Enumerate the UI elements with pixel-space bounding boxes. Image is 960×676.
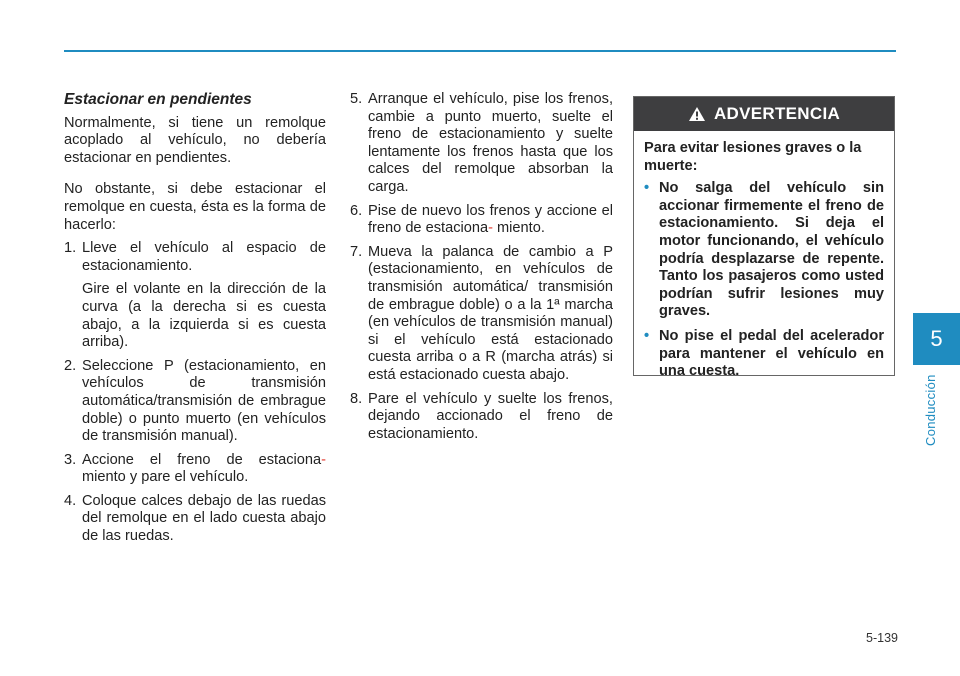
- section-title: Estacionar en pendientes: [64, 91, 252, 108]
- warning-header: [634, 97, 894, 131]
- step-number: 5.: [350, 91, 363, 107]
- step-item: [64, 493, 326, 546]
- warning-box: [633, 96, 895, 380]
- hyphen-mark: -: [488, 220, 493, 237]
- steps-list-left: [64, 240, 326, 546]
- lead-paragraph: No obstante, si debe estacionar el remolque en cuesta, ésta es la forma de hacerlo:: [64, 181, 326, 233]
- middle-column: [350, 91, 613, 449]
- step-text-part: Pise de nuevo los frenos y accione el freno de estaciona: [368, 202, 613, 237]
- step-item: [64, 240, 326, 352]
- warning-item: [644, 180, 884, 321]
- step-number: 4.: [64, 492, 77, 509]
- step-item: [350, 203, 613, 238]
- step-text: Arranque el vehículo, pise los frenos, cambie a punto muerto, suelte el freno de estacionamiento y suelte lentamente los frenos hasta que los calces del remolque absorban la carga.: [368, 91, 613, 195]
- left-column: [64, 91, 326, 552]
- step-number: 7.: [350, 243, 363, 260]
- header-rule: [64, 50, 896, 52]
- step-number: 8.: [350, 390, 363, 407]
- steps-list-middle: [350, 91, 613, 443]
- bullet-icon: •: [644, 180, 650, 197]
- hyphen-mark: -: [321, 451, 326, 468]
- bullet-icon: •: [644, 327, 650, 344]
- step-item: [350, 244, 613, 385]
- step-text-part: miento y pare el vehículo.: [82, 469, 249, 486]
- step-subtext: Gire el volante en la dirección de la curva (a la derecha si es cuesta abajo, a la izquierda si es cuesta arriba).: [82, 281, 326, 351]
- warning-item-text: No pise el pedal del acelerador para mantener el vehículo en una cuesta.: [659, 327, 884, 380]
- step-item: [64, 452, 326, 487]
- warning-intro: Para evitar lesiones graves o la muerte:: [644, 140, 862, 174]
- warning-triangle-icon: [688, 106, 706, 122]
- warning-list: [644, 180, 884, 381]
- chapter-tab: 5: [913, 313, 960, 365]
- warning-item: [644, 328, 884, 381]
- step-text: Mueva la palanca de cambio a P (estacionamiento, en vehículos de transmisión automática/ transmisión de embrague doble) o a la 1ª marcha (en vehículos de transmisión manual) si el vehículo está estacionado cuesta arriba o a R (marcha atrás) si está estacionado cuesta abajo.: [368, 243, 613, 383]
- warning-body: [634, 131, 894, 381]
- step-item: [350, 391, 613, 444]
- step-text-part: miento.: [497, 220, 545, 237]
- step-text: Seleccione P (estacionamiento, en vehículos de transmisión automática/transmisión de embrague doble) o punto muerto (en vehículos de transmisión manual).: [82, 357, 326, 445]
- step-text: [82, 452, 326, 486]
- step-text: Coloque calces debajo de las ruedas del remolque en el lado cuesta abajo de las ruedas.: [82, 492, 326, 545]
- step-item: [64, 358, 326, 446]
- step-text: Lleve el vehículo al espacio de estacionamiento.: [82, 240, 326, 274]
- warning-title: ADVERTENCIA: [713, 104, 841, 123]
- step-number: 6.: [350, 202, 363, 219]
- step-item: [350, 91, 613, 197]
- step-text: Pare el vehículo y suelte los frenos, dejando accionado el freno de estacionamiento.: [368, 390, 613, 442]
- page-number: 5-139: [866, 631, 898, 645]
- step-text: [368, 203, 613, 237]
- step-number: 2.: [64, 357, 77, 374]
- step-number: 3.: [64, 451, 77, 468]
- chapter-label: Conducción: [923, 374, 938, 446]
- warning-item-text: No salga del vehículo sin accionar firmemente el freno de estacionamiento. Si deja el motor funcionando, el vehículo podría desplazarse de repente. Tanto los pasajeros como usted podrían sufrir lesiones muy graves.: [659, 180, 884, 320]
- step-number: 1.: [64, 240, 77, 257]
- intro-paragraph: Normalmente, si tiene un remolque acoplado al vehículo, no debería estacionar en pendientes.: [64, 114, 326, 166]
- step-text-part: Accione el freno de estaciona: [82, 451, 322, 468]
